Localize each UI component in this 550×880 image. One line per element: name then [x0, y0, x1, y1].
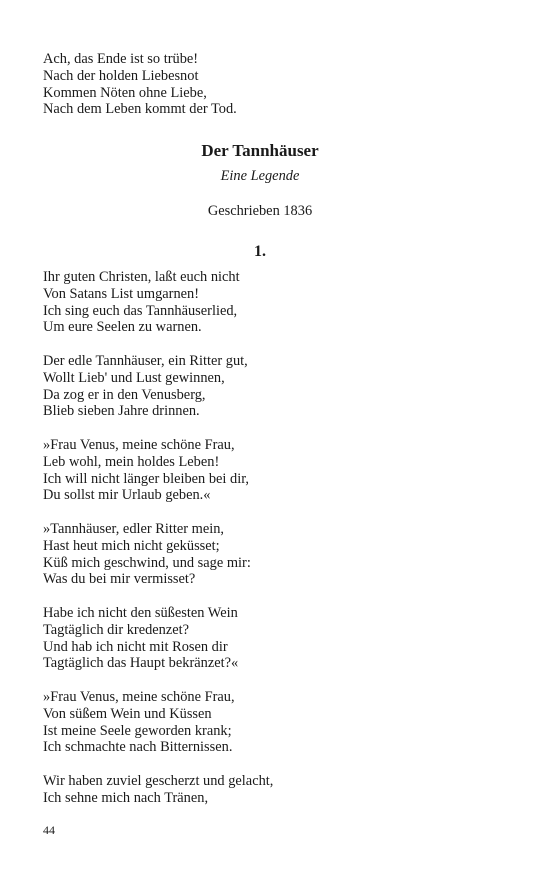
page-number: 44 [43, 823, 55, 837]
verse-line: Nach dem Leben kommt der Tod. [43, 101, 237, 118]
verse-line: Tagtäglich dir kredenzet? [43, 621, 190, 638]
verse-line: Ich will nicht länger bleiben bei dir, [43, 470, 250, 487]
verse-line: Von süßem Wein und Küssen [43, 705, 212, 722]
verse-line: Ist meine Seele geworden krank; [43, 722, 232, 739]
verse-line: Ich sing euch das Tannhäuserlied, [43, 302, 238, 319]
verse-line: »Frau Venus, meine schöne Frau, [43, 437, 235, 453]
verse-line: Ach, das Ende ist so trübe! [43, 51, 199, 67]
verse-line: Und hab ich nicht mit Rosen dir [43, 638, 228, 655]
stanza [43, 773, 513, 807]
stanza [43, 353, 513, 420]
stanza [43, 605, 513, 672]
verse-line: Der edle Tannhäuser, ein Ritter gut, [43, 353, 248, 369]
verse-line: Wollt Lieb' und Lust gewinnen, [43, 369, 225, 386]
verse-line: Um eure Seelen zu warnen. [43, 319, 202, 336]
verse-line: Leb wohl, mein holdes Leben! [43, 453, 220, 470]
verse-line: Tagtäglich das Haupt bekränzet?« [43, 655, 239, 672]
section-number: 1. [254, 243, 266, 260]
poem-date-note: Geschrieben 1836 [207, 203, 313, 219]
verse-line: Blieb sieben Jahre drinnen. [43, 403, 200, 420]
verse-line: Wir haben zuviel gescherzt und gelacht, [43, 773, 274, 789]
stanza [43, 437, 513, 504]
verse-line: Ich schmachte nach Bitternissen. [43, 739, 233, 756]
verse-line: Du sollst mir Urlaub geben.« [43, 487, 211, 504]
verse-line: Was du bei mir vermisset? [43, 571, 196, 588]
poem-subtitle: Eine Legende [220, 168, 300, 184]
poem-title: Der Tannhäuser [201, 141, 319, 160]
verse-line: »Tannhäuser, edler Ritter mein, [43, 521, 225, 537]
verse-line: Nach der holden Liebesnot [43, 67, 199, 84]
stanza [43, 269, 513, 336]
verse-line: Habe ich nicht den süßesten Wein [43, 605, 238, 621]
verse-line: Hast heut mich nicht geküsset; [43, 537, 220, 554]
closing-stanza [43, 51, 513, 118]
verse-line: Da zog er in den Venusberg, [43, 386, 206, 403]
verse-line: Kommen Nöten ohne Liebe, [43, 84, 207, 101]
stanza [43, 521, 513, 588]
verse-line: Von Satans List umgarnen! [43, 285, 200, 302]
verse-line: Ich sehne mich nach Tränen, [43, 789, 209, 806]
stanza [43, 689, 513, 756]
verse-line: Ihr guten Christen, laßt euch nicht [43, 269, 240, 285]
verse-line: »Frau Venus, meine schöne Frau, [43, 689, 235, 705]
verse-line: Küß mich geschwind, und sage mir: [43, 554, 251, 571]
